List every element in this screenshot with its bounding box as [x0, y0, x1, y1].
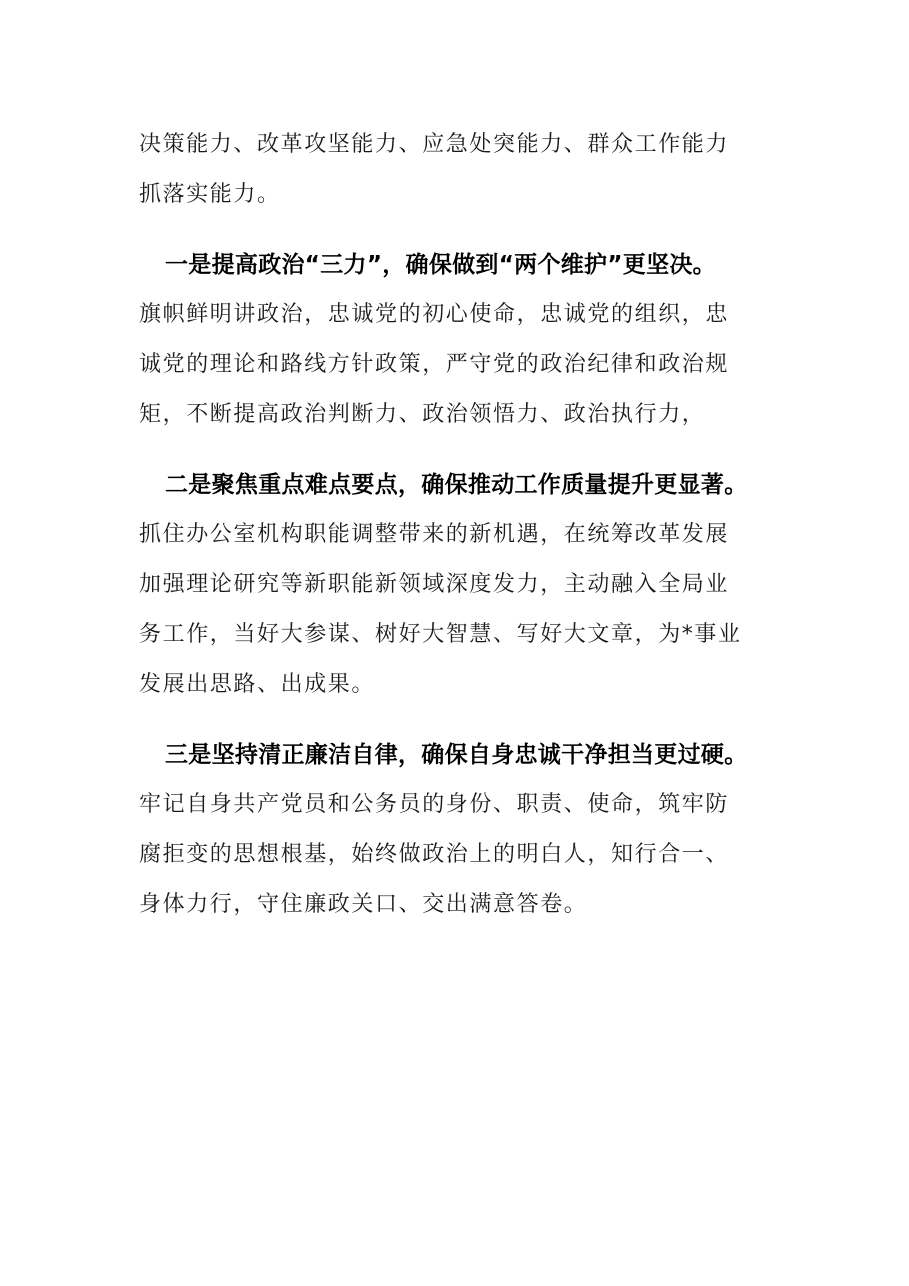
paragraph-spacer — [139, 220, 789, 240]
section-line: 牢记自身共产党员和公务员的身份、职责、使命，筑牢防 — [139, 792, 730, 817]
section-line: 抓住办公室机构职能调整带来的新机遇，在统筹改革发展 — [139, 522, 730, 547]
section-line: 腐拒变的思想根基，始终做政治上的明白人，知行合一、 — [139, 842, 730, 867]
section-line: 旗帜鲜明讲政治，忠诚党的初心使命，忠诚党的组织，忠 — [139, 302, 730, 327]
section-2 — [139, 460, 789, 710]
section-heading: 二是聚焦重点难点要点，确保推动工作质量提升更显著。 — [165, 472, 748, 498]
document-body — [139, 120, 789, 930]
section-line: 务工作，当好大参谋、树好大智慧、写好大文章，为*事业 — [139, 622, 742, 647]
section-3 — [139, 730, 789, 930]
section-line: 身体力行，守住廉政关口、交出满意答卷。 — [139, 892, 588, 917]
paragraph-spacer — [139, 710, 789, 730]
intro-paragraph — [139, 120, 789, 220]
section-line: 诚党的理论和路线方针政策，严守党的政治纪律和政治规 — [139, 352, 730, 377]
paragraph-spacer — [139, 440, 789, 460]
section-line: 发展出思路、出成果。 — [139, 672, 376, 697]
intro-line: 抓落实能力。 — [139, 182, 281, 207]
section-line: 矩，不断提高政治判断力、政治领悟力、政治执行力， — [139, 402, 706, 427]
section-line: 加强理论研究等新职能新领域深度发力，主动融入全局业 — [139, 572, 730, 597]
intro-line: 决策能力、改革攻坚能力、应急处突能力、群众工作能力 — [139, 132, 730, 157]
section-heading: 一是提高政治“三力”，确保做到“两个维护”更坚决。 — [165, 252, 716, 278]
section-1 — [139, 240, 789, 440]
section-heading: 三是坚持清正廉洁自律，确保自身忠诚干净担当更过硬。 — [165, 742, 748, 768]
